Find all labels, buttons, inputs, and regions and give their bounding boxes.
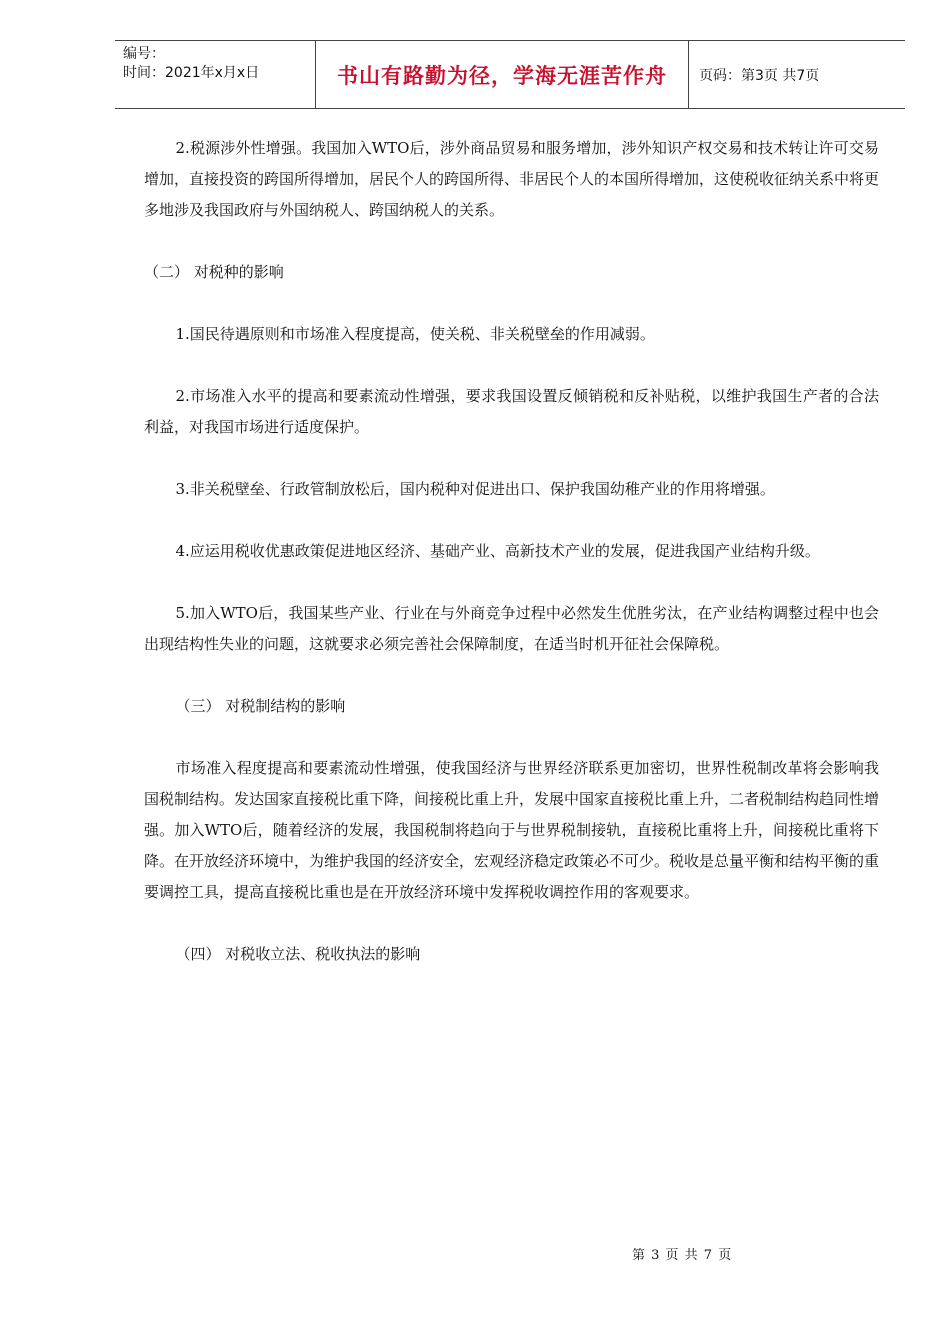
paragraph: 市场准入程度提高和要素流动性增强，使我国经济与世界经济联系更加密切，世界性税制改革将会影响我国税制结构。发达国家直接税比重下降，间接税比重上升，发展中国家直接税比重上升，二者税制结构趋同性增强。加入WTO后，随着经济的发展，我国税制将趋向于与世界税制接轨，直接税比重将上升，间接税比重将下降。在开放经济环境中，为维护我国的经济安全，宏观经济稳定政策必不可少。税收是总量平衡和结构平衡的重要调控工具，提高直接税比重也是在开放经济环境中发挥税收调控作用的客观要求。 <box>144 759 880 901</box>
document-body <box>144 133 879 970</box>
paragraph: 3.非关税壁垒、行政管制放松后，国内税种对促进出口、保护我国幼稚产业的作用将增强。 <box>175 480 775 498</box>
paragraph: 5.加入WTO后，我国某些产业、行业在与外商竞争过程中必然发生优胜劣汰，在产业结构调整过程中也会出现结构性失业的问题，这就要求必须完善社会保障制度，在适当时机开征社会保障税。 <box>144 604 879 653</box>
section-heading: （二） 对税种的影响 <box>144 263 284 281</box>
header-motto: 书山有路勤为径，学海无涯苦作舟 <box>315 41 689 108</box>
paragraph: 2.税源涉外性增强。我国加入WTO后，涉外商品贸易和服务增加，涉外知识产权交易和技术转让许可交易增加，直接投资的跨国所得增加，居民个人的跨国所得、非居民个人的本国所得增加，这使税收征纳关系中将更多地涉及我国政府与外国纳税人、跨国纳税人的关系。 <box>144 139 880 219</box>
paragraph: 1.国民待遇原则和市场准入程度提高，使关税、非关税壁垒的作用减弱。 <box>175 325 655 343</box>
document-time-label: 时间：2021年x月x日 <box>123 65 260 81</box>
header-meta <box>115 41 315 108</box>
section-heading: （三） 对税制结构的影响 <box>175 697 346 715</box>
section-heading: （四） 对税收立法、税收执法的影响 <box>175 945 421 963</box>
paragraph: 2.市场准入水平的提高和要素流动性增强，要求我国设置反倾销税和反补贴税，以维护我国生产者的合法利益，对我国市场进行适度保护。 <box>144 387 879 436</box>
header-page-info: 页码：第3页 共7页 <box>699 67 820 84</box>
page-footer: 第 3 页 共 7 页 <box>632 1248 733 1263</box>
page-header <box>115 40 905 109</box>
paragraph: 4.应运用税收优惠政策促进地区经济、基础产业、高新技术产业的发展，促进我国产业结构升级。 <box>175 542 820 560</box>
document-number-label: 编号： <box>123 46 165 62</box>
